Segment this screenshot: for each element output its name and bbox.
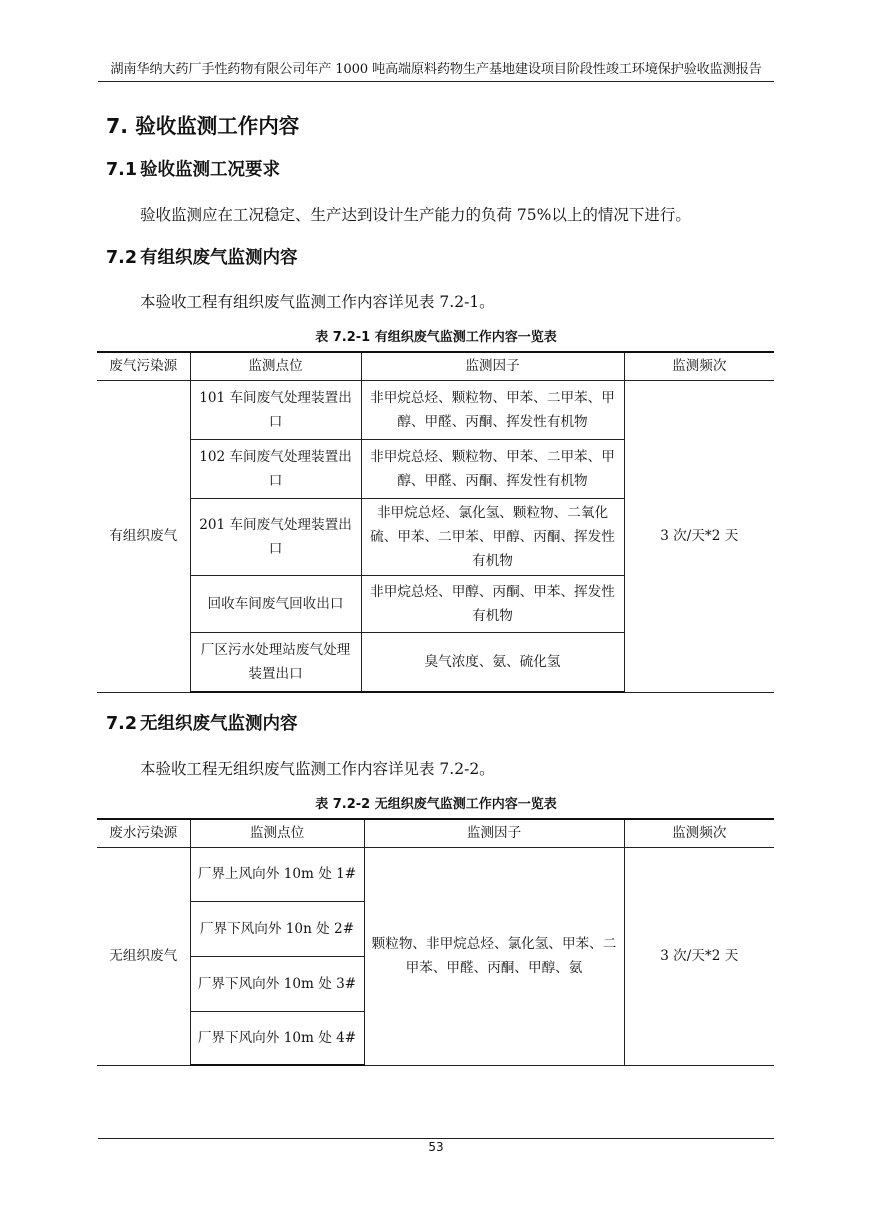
- factors-cell: 非甲烷总烃、甲醇、丙酮、甲苯、挥发性有机物: [361, 575, 624, 632]
- column-header: 废水污染源: [97, 819, 190, 847]
- point-cell: 102 车间废气处理装置出口: [190, 439, 361, 498]
- source-cell: 有组织废气: [97, 380, 190, 692]
- point-cell: 101 车间废气处理装置出口: [190, 380, 361, 439]
- page-number: 53: [428, 1140, 444, 1154]
- point-cell: 厂界下风向外 10m 处 4#: [190, 1011, 364, 1065]
- factors-cell: 臭气浓度、氨、硫化氢: [361, 632, 624, 692]
- section-7-2a-heading: [106, 245, 298, 271]
- section-7-heading: 7. 验收监测工作内容: [106, 114, 300, 138]
- section-7-2b-title: 无组织废气监测内容: [140, 714, 298, 734]
- footer-rule: [98, 1138, 774, 1139]
- section-7-2a-number: 7.2: [106, 248, 138, 268]
- table-1-caption: 表 7.2-1 有组织废气监测工作内容一览表: [315, 330, 557, 345]
- page-header: 湖南华纳大药厂手性药物有限公司年产 1000 吨高端原料药物生产基地建设项目阶段性竣工环境保护验收监测报告: [110, 62, 762, 77]
- table-row: [97, 847, 774, 901]
- table-2-caption: 表 7.2-2 无组织废气监测工作内容一览表: [315, 797, 557, 812]
- section-7-2b-heading: [106, 711, 298, 737]
- column-header: 监测点位: [190, 819, 364, 847]
- section-7-2a-title: 有组织废气监测内容: [140, 248, 298, 268]
- table-row: [97, 380, 774, 439]
- column-header: 监测点位: [190, 352, 361, 380]
- column-header: 废气污染源: [97, 352, 190, 380]
- point-cell: 厂界上风向外 10m 处 1#: [190, 847, 364, 901]
- factors-cell: 非甲烷总烃、颗粒物、甲苯、二甲苯、甲醇、甲醛、丙酮、挥发性有机物: [361, 380, 624, 439]
- table-header-row: [97, 819, 774, 847]
- column-header: 监测频次: [624, 352, 774, 380]
- frequency-cell: 3 次/天*2 天: [624, 380, 774, 692]
- point-cell: 回收车间废气回收出口: [190, 575, 361, 632]
- factors-cell: 颗粒物、非甲烷总烃、氯化氢、甲苯、二甲苯、甲醛、丙酮、甲醇、氨: [364, 847, 624, 1065]
- factors-cell: 非甲烷总烃、氯化氢、颗粒物、二氧化硫、甲苯、二甲苯、甲醇、丙酮、挥发性有机物: [361, 498, 624, 575]
- table-header-row: [97, 352, 774, 380]
- point-cell: 厂界下风向外 10n 处 2#: [190, 901, 364, 956]
- table-unorganized-emissions: [97, 818, 774, 1066]
- factors-cell: 非甲烷总烃、颗粒物、甲苯、二甲苯、甲醇、甲醛、丙酮、挥发性有机物: [361, 439, 624, 498]
- section-7-1-number: 7.1: [106, 160, 138, 180]
- section-7-2b-number: 7.2: [106, 714, 138, 734]
- point-cell: 厂区污水处理站废气处理装置出口: [190, 632, 361, 692]
- column-header: 监测因子: [364, 819, 624, 847]
- column-header: 监测因子: [361, 352, 624, 380]
- table-organized-emissions: [97, 351, 774, 693]
- section-7-1-text: 验收监测应在工况稳定、生产达到设计生产能力的负荷 75%以上的情况下进行。: [140, 206, 691, 224]
- frequency-cell: 3 次/天*2 天: [624, 847, 774, 1065]
- section-7-2a-text: 本验收工程有组织废气监测工作内容详见表 7.2-1。: [140, 293, 495, 311]
- section-7-1-title: 验收监测工况要求: [140, 160, 280, 180]
- column-header: 监测频次: [624, 819, 774, 847]
- point-cell: 201 车间废气处理装置出口: [190, 498, 361, 575]
- source-cell: 无组织废气: [97, 847, 190, 1065]
- section-7-2b-text: 本验收工程无组织废气监测工作内容详见表 7.2-2。: [140, 760, 495, 778]
- header-rule: [98, 81, 774, 82]
- point-cell: 厂界下风向外 10m 处 3#: [190, 956, 364, 1011]
- section-7-1-heading: [106, 157, 280, 183]
